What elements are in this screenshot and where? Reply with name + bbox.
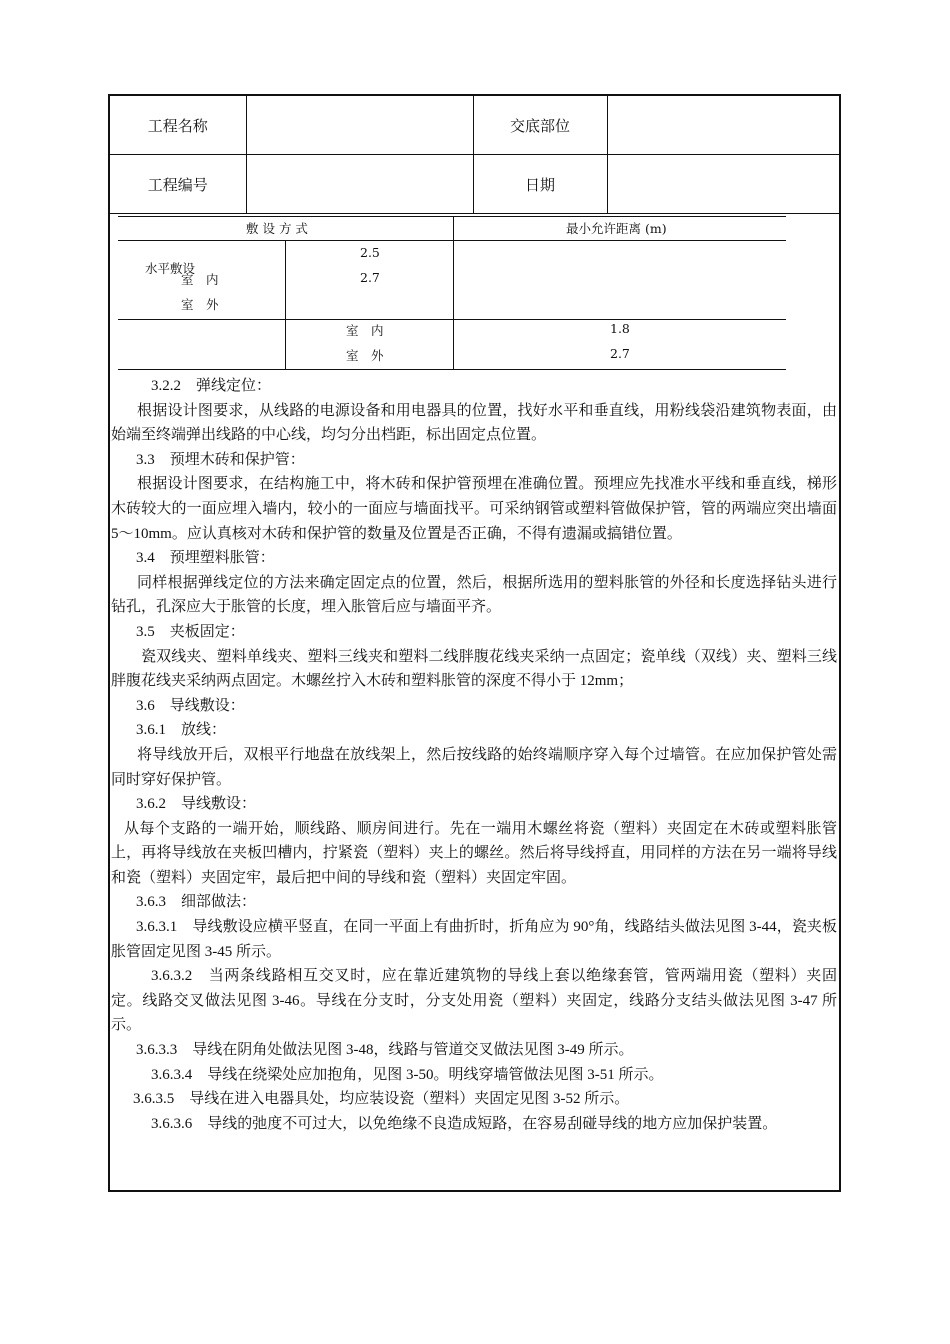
horizontal-indoor: 室 内 [181,272,219,287]
heading-3-6-3: 3.6.3 细部做法： [136,894,257,911]
paragraph-3-6-3-6: 3.6.3.6 导线的弛度不可过大，以免绝缘不良造成短路，在容易刮碰导线的地方应加保护装置。 [151,1115,778,1132]
paragraph-3-6-3-1: 3.6.3.1 导线敷设应横平竖直，在同一平面上有曲折时，折角应为 90°角，线路结头做法见图 3-44，瓷夹板胀管固定见图 3-45 所示。 [111,919,837,960]
table-rule-bottom [118,369,786,370]
table-subcol-divider [285,240,286,369]
location-label: 交底部位 [473,96,607,155]
paragraph-3-6-3-2: 3.6.3.2 当两条线路相互交叉时，应在靠近建筑物的导线上套以绝缘套管，管两端用瓷（塑料）夹固定。线路交叉做法见图 3-46。导线在分支时，分支处用瓷（塑料）夹固定，线路分支结头做法见图 3-47 所示。 [111,968,837,1034]
table-rule-middle [118,319,786,320]
vertical-indoor-value: 1.8 [610,321,630,336]
paragraph-3-6-3-4: 3.6.3.4 导线在绕梁处应加抱角，见图 3-50。明线穿墙管做法见图 3-51 所示。 [151,1066,664,1083]
paragraph-3-3: 根据设计图要求，在结构施工中，将木砖和保护管预埋在准确位置。预埋应先找准水平线和垂直线，梯形木砖较大的一面应埋入墙内，较小的一面应与墙面找平。可采纳钢管或塑料管做保护管，管的两端应突出墙面 5～10mm。应认真核对木砖和保护管的数量及位置是否正确，不得有遗漏或搞错位置。 [111,476,837,542]
document-frame [108,94,841,1192]
paragraph-3-4: 同样根据弹线定位的方法来确定固定点的位置，然后，根据所选用的塑料胀管的外径和长度选择钻头进行钻孔，孔深应大于胀管的长度，埋入胀管后应与墙面平齐。 [111,574,837,616]
paragraph-3-6-3-5: 3.6.3.5 导线在进入电器具处，均应装设瓷（塑料）夹固定见图 3-52 所示。 [133,1091,630,1108]
location-value [607,96,839,155]
paragraph-3-2-2: 根据设计图要求，从线路的电源设备和用电器具的位置，找好水平和垂直线，用粉线袋沿建筑物表面，由始端至终端弹出线路的中心线，均匀分出档距，标出固定点位置。 [111,402,837,444]
heading-3-4: 3.4 预埋塑料胀管： [136,550,275,567]
vertical-outdoor-value: 2.7 [610,346,630,361]
col-header-method: 敷 设 方 式 [246,221,308,236]
table-rule-header [118,240,786,241]
heading-3-2-2: 3.2.2 弹线定位： [151,378,272,394]
horizontal-value-1: 2.5 [360,245,380,260]
table-rule-top [118,216,786,217]
heading-3-6: 3.6 导线敷设： [136,697,245,714]
document-body [111,374,837,1136]
distance-table [118,214,786,374]
date-value [607,155,839,214]
vertical-indoor: 室 内 [346,323,384,338]
vertical-outdoor: 室 外 [346,348,384,363]
col-header-distance: 最小允许距离 (m) [566,221,667,236]
header-table [110,96,839,214]
paragraph-3-6-1: 将导线放开后，双根平行地盘在放线架上，然后按线路的始终端顺序穿入每个过墙管。在应加保护管处需同时穿好保护管。 [111,746,837,788]
horizontal-outdoor: 室 外 [181,297,219,312]
project-name-label: 工程名称 [110,96,246,155]
date-label: 日期 [473,155,607,214]
horizontal-value-2: 2.7 [360,270,380,285]
heading-3-6-1: 3.6.1 放线： [136,722,227,739]
paragraph-3-6-3-3: 3.6.3.3 导线在阴角处做法见图 3-48，线路与管道交叉做法见图 3-49 所示。 [136,1042,634,1059]
heading-3-6-2: 3.6.2 导线敷设： [136,796,257,813]
heading-3-5: 3.5 夹板固定： [136,623,245,640]
horizontal-label: 水平敷设 [145,261,196,276]
project-no-value [246,155,473,214]
project-no-label: 工程编号 [110,155,246,214]
project-name-value [246,96,473,155]
paragraph-3-6-2: 从每个支路的一端开始，顺线路、顺房间进行。先在一端用木螺丝将瓷（塑料）夹固定在木砖或塑料胀管上，再将导线放在夹板凹槽内，拧紧瓷（塑料）夹上的螺丝。然后将导线捋直，用同样的方法在另一端将导线和瓷（塑料）夹固定牢，最后把中间的导线和瓷（塑料）夹固定牢固。 [111,820,837,886]
heading-3-3: 3.3 预埋木砖和保护管： [136,451,305,468]
table-col-divider [453,216,454,369]
paragraph-3-5: 瓷双线夹、塑料单线夹、塑料三线夹和塑料二线胖腹花线夹采纳一点固定；瓷单线（双线）夹、塑料三线胖腹花线夹采纳两点固定。木螺丝拧入木砖和塑料胀管的深度不得小于 12mm； [111,648,837,690]
